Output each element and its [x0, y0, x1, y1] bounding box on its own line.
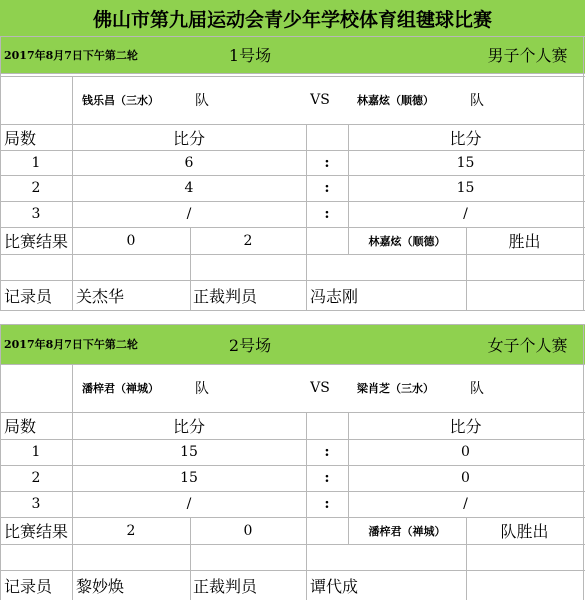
spacer-row [0, 254, 585, 280]
match-court: 1号场 [228, 46, 272, 65]
table-row [0, 175, 585, 201]
grid-line [0, 364, 585, 365]
score-b: 15 [456, 154, 475, 171]
team-b-suffix: 队 [470, 93, 484, 109]
player-b-name: 梁肖芝（三水） [357, 382, 434, 395]
match-2-header [0, 324, 585, 364]
result-label: 比赛结果 [4, 232, 69, 251]
grid-line [0, 73, 585, 74]
grid-line [0, 280, 585, 281]
player-b-name: 林嘉炫（顺德） [357, 94, 434, 107]
recorder-name: 黎妙焕 [76, 576, 125, 596]
score-separator: : [324, 470, 330, 486]
score-a: 15 [180, 470, 198, 486]
grid-line [0, 439, 585, 440]
grid-line [0, 36, 585, 37]
grid-line [0, 201, 585, 202]
team-b-suffix: 队 [470, 381, 484, 397]
table-row [0, 465, 585, 491]
score-b-header: 比分 [449, 417, 482, 436]
grid-line [0, 324, 585, 325]
score-separator: : [324, 206, 330, 222]
match-2-officials [0, 570, 585, 600]
match-1-score-header [0, 124, 585, 150]
match-date: 2017年8月7日下午第二轮 [4, 338, 138, 351]
score-separator: : [324, 180, 330, 196]
score-b: / [463, 206, 468, 222]
match-1-players [0, 76, 585, 124]
score-b: 0 [461, 470, 470, 486]
score-a: 6 [184, 154, 194, 171]
score-a: / [186, 496, 192, 512]
score-b-header: 比分 [449, 128, 482, 148]
match-1-officials [0, 280, 585, 310]
grid-line [0, 570, 585, 571]
winner-name: 林嘉炫（顺德） [368, 234, 446, 248]
grid-line [190, 227, 191, 310]
winner-name: 潘梓君（禅城） [368, 524, 446, 538]
grid-line [0, 175, 585, 176]
page-title: 佛山市第九届运动会青少年学校体育组毽球比赛 [92, 8, 492, 31]
grid-line [0, 227, 585, 228]
score-b: 15 [456, 180, 475, 196]
grid-line [0, 76, 585, 77]
result-a: 2 [126, 522, 136, 539]
recorder-label: 记录员 [4, 286, 53, 306]
grid-line [0, 544, 585, 545]
match-court: 2号场 [228, 335, 272, 355]
match-2-players [0, 364, 585, 412]
winner-text: 胜出 [508, 232, 541, 251]
recorder-label: 记录员 [4, 576, 53, 596]
grid-line [306, 124, 307, 310]
grid-line [0, 310, 585, 311]
game-number: 3 [31, 206, 41, 222]
grid-line [0, 465, 585, 466]
score-separator: : [324, 496, 330, 512]
round-header: 局数 [4, 128, 37, 148]
grid-line [348, 412, 349, 544]
player-a-name: 潘梓君（禅城） [82, 382, 159, 395]
grid-line [348, 124, 349, 254]
match-event: 男子个人赛 [487, 46, 568, 65]
team-a-suffix: 队 [195, 93, 209, 109]
score-a-header: 比分 [172, 417, 205, 436]
score-a: / [186, 206, 192, 222]
referee-name: 冯志刚 [310, 286, 359, 306]
score-b: / [463, 496, 468, 512]
title-bar [0, 0, 585, 36]
vs-label: VS [310, 92, 330, 108]
grid-line [466, 517, 467, 600]
spacer-row [0, 544, 585, 570]
grid-line [583, 324, 584, 600]
referee-label: 正裁判员 [193, 286, 258, 306]
team-a-suffix: 队 [195, 381, 209, 397]
grid-line [0, 124, 585, 125]
table-row [0, 439, 585, 465]
vs-label: VS [310, 380, 330, 396]
grid-line [190, 517, 191, 600]
grid-line [583, 36, 584, 310]
table-row [0, 491, 585, 517]
grid-line [0, 150, 585, 151]
result-a: 0 [126, 232, 136, 249]
score-a: 4 [184, 180, 194, 196]
grid-line [466, 227, 467, 310]
match-1-header [0, 36, 585, 73]
referee-name: 谭代成 [310, 576, 359, 596]
grid-line [0, 517, 585, 518]
table-row [0, 201, 585, 227]
winner-text: 队胜出 [500, 522, 549, 541]
score-separator: : [324, 444, 330, 460]
grid-line [0, 324, 1, 600]
grid-line [72, 76, 73, 310]
score-b: 0 [461, 444, 470, 460]
recorder-name: 关杰华 [76, 286, 125, 306]
game-number: 1 [31, 154, 41, 171]
player-a-name: 钱乐昌（三水） [82, 94, 159, 107]
referee-label: 正裁判员 [193, 576, 258, 596]
table-row [0, 150, 585, 175]
grid-line [0, 36, 1, 310]
game-number: 1 [31, 444, 41, 460]
grid-line [0, 254, 585, 255]
result-b: 2 [243, 232, 253, 249]
grid-line [306, 412, 307, 600]
score-a-header: 比分 [172, 128, 205, 148]
game-number: 3 [31, 496, 41, 512]
grid-line [0, 412, 585, 413]
match-event: 女子个人赛 [487, 335, 568, 355]
result-b: 0 [243, 522, 253, 539]
game-number: 2 [31, 180, 41, 196]
match-2-result [0, 517, 585, 544]
match-2-score-header [0, 412, 585, 439]
match-date: 2017年8月7日下午第二轮 [4, 48, 138, 62]
grid-line [72, 364, 73, 600]
score-separator: : [324, 154, 330, 171]
result-label: 比赛结果 [4, 522, 69, 541]
game-number: 2 [31, 470, 41, 486]
score-a: 15 [180, 444, 198, 460]
spacer-row [0, 310, 585, 324]
match-1-result [0, 227, 585, 254]
round-header: 局数 [4, 417, 37, 436]
grid-line [0, 491, 585, 492]
